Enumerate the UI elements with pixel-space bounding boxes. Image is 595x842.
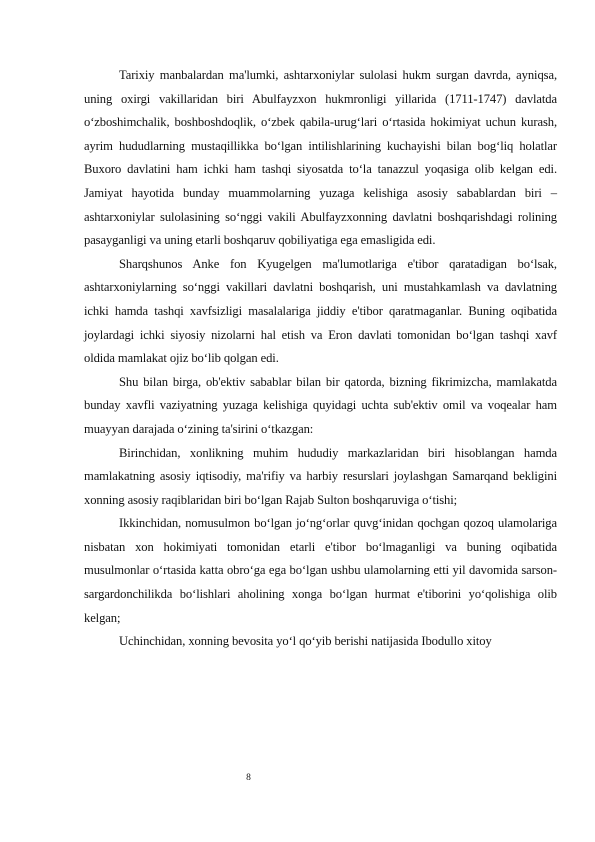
document-body: [84, 64, 557, 654]
paragraph-4: Birinchidan, xonlikning muhim hududiy markazlaridan biri hisoblangan hamda mamlakatning asosiy iqtisodiy, ma'rifiy va harbiy resurslari joylashgan Samarqand bekligini xonning asosiy raqiblaridan biri bo‘lgan Rajab Sulton boshqaruviga o‘tishi;: [84, 445, 557, 507]
paragraph-6: Uchinchidan, xonning bevosita yo‘l qo‘yib berishi natijasida Ibodullo xitoy: [119, 634, 492, 649]
paragraph-2: Sharqshunos Anke fon Kyugelgen ma'lumotlariga e'tibor qaratadigan bo‘lsak, ashtarxoniylarning so‘nggi vakillari davlatni boshqarish, uni mustahkamlash va davlatning ichki hamda tashqi xavfsizligi masalalariga jiddiy e'tibor qaratmaganlar. Buning oqibatida joylardagi ichki siyosiy nizolarni hal etish va Eron davlati tomonidan bo‘lgan tashqi xavf oldida mamlakat ojiz bo‘lib qolgan edi.: [84, 256, 557, 366]
paragraph-1: Tarixiy manbalardan ma'lumki, ashtarxoniylar sulolasi hukm surgan davrda, ayniqsa, uning oxirgi vakillaridan biri Abulfayzxon hukmronligi yillarida (1711-1747) davlatda o‘zboshimchalik, boshboshdoqlik, o‘zbek qabila-urug‘lari o‘rtasida hokimiyat uchun kurash, ayrim hududlarning mustaqillikka bo‘lgan intilishlarining kuchayishi bilan bog‘liq holatlar Buxoro davlatini ham ichki ham tashqi siyosatda to‘la tanazzul yoqasiga olib kelgan edi. Jamiyat hayotida bunday muammolarning yuzaga kelishiga asosiy sabablardan biri – ashtarxoniylar sulolasining so‘nggi vakili Abulfayzxonning davlatni boshqarishdagi rolining pasayganligi va uning etarli boshqaruv qobiliyatiga ega emasligida edi.: [84, 68, 557, 248]
paragraph-3: Shu bilan birga, ob'ektiv sabablar bilan bir qatorda, bizning fikrimizcha, mamlakatda bunday xavfli vaziyatning yuzaga kelishiga quyidagi uchta sub'ektiv omil va voqealar ham muayyan darajada o‘zining ta'sirini o‘tkazgan:: [84, 374, 557, 436]
page-number: 8: [246, 773, 251, 783]
paragraph-5: Ikkinchidan, nomusulmon bo‘lgan jo‘ng‘orlar quvg‘inidan qochgan qozoq ulamolariga nisbatan xon hokimiyati tomonidan etarli e'tibor bo‘lmaganligi va buning oqibatida musulmonlar o‘rtasida katta obro‘ga ega bo‘lgan ushbu ulamolarning etti yil davomida sarson-sargardonchilikda bo‘lishlari aholining xonga bo‘lgan hurmat e'tiborini yo‘qolishiga olib kelgan;: [84, 516, 557, 625]
